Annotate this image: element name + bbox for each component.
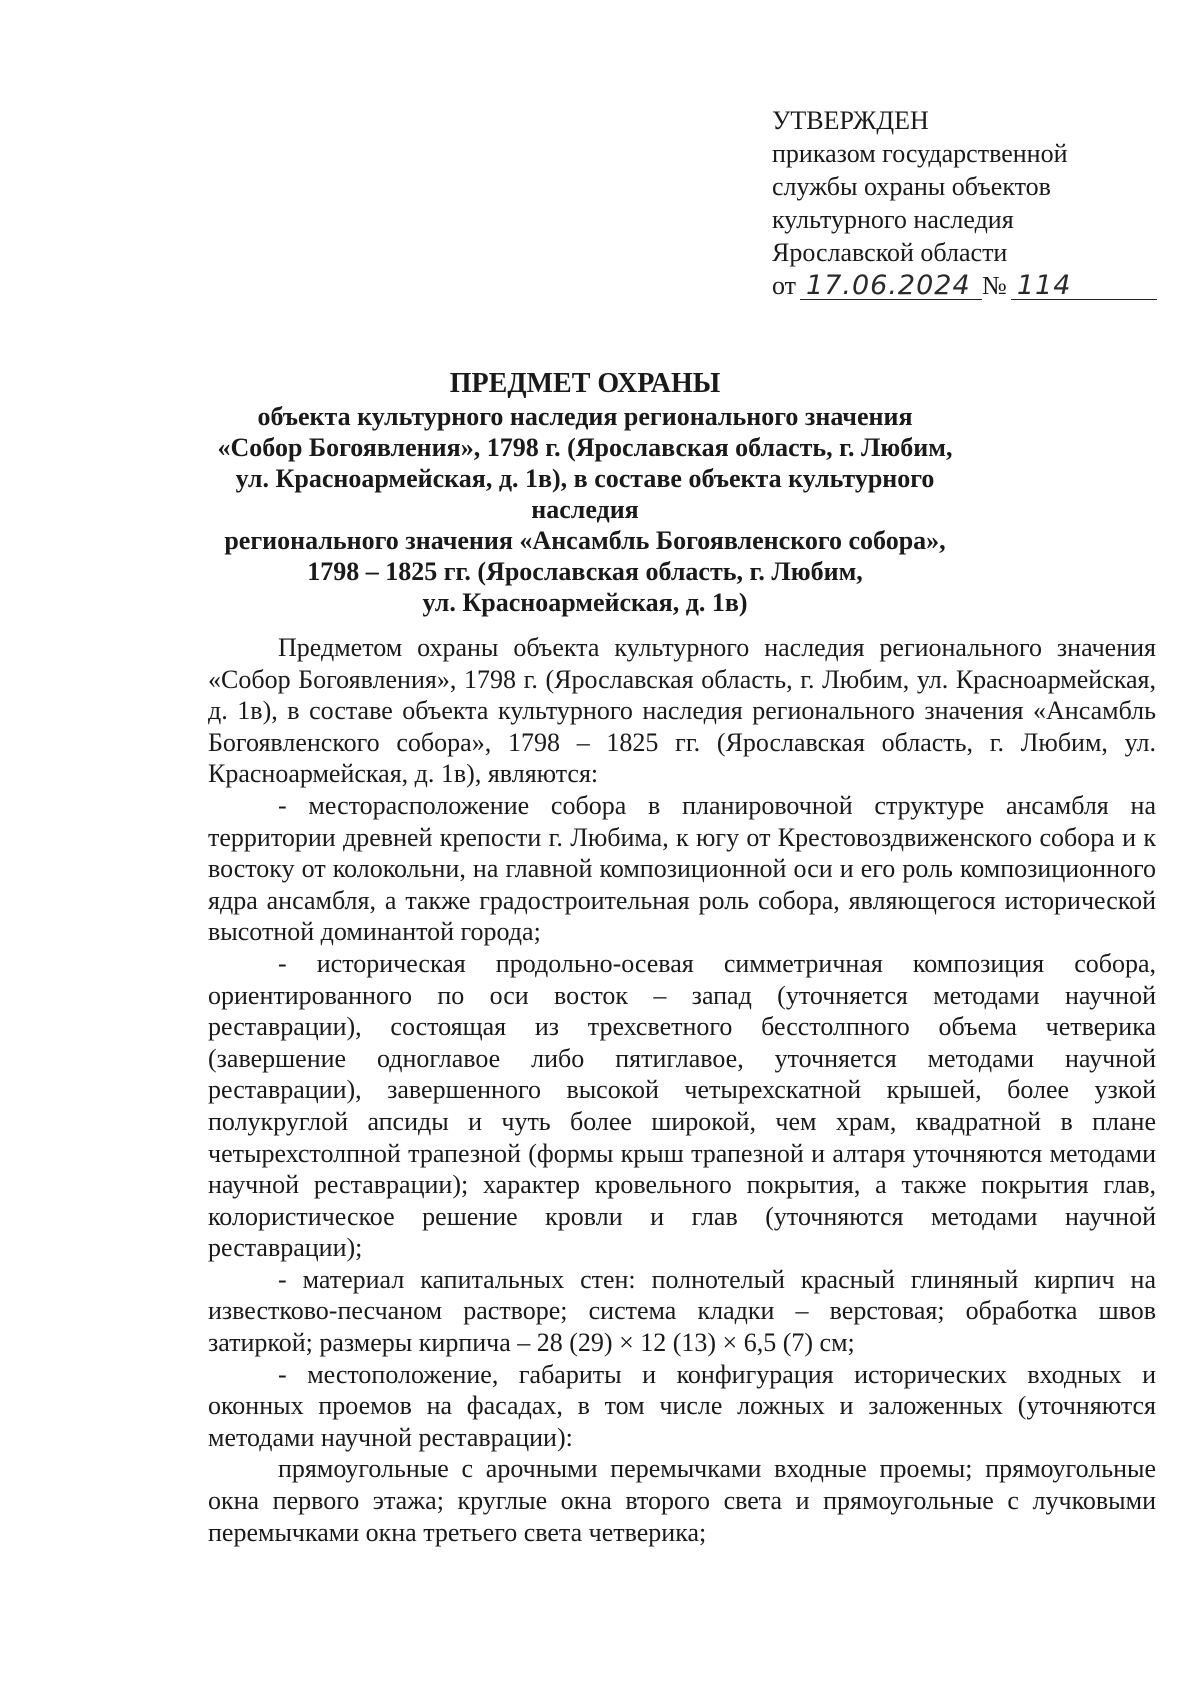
- number-prefix: №: [982, 271, 1007, 300]
- list-item: прямоугольные с арочными перемычками входные проемы; прямоугольные окна первого этажа; круглые окна второго света и прямоугольные с лучковыми перемычками окна третьего света четверика;: [208, 1454, 1156, 1547]
- date-prefix: от: [772, 271, 797, 300]
- title-subtitle-line: объекта культурного наследия регионального значения: [257, 402, 913, 431]
- title-subtitle-line: «Собор Богоявления», 1798 г. (Ярославская область, г. Любим,: [217, 433, 953, 462]
- title-subtitle-line: регионального значения «Ансамбль Богоявленского собора»,: [224, 526, 946, 555]
- approval-date-line: [772, 269, 1157, 302]
- list-item: - местоположение, габариты и конфигурация исторических входных и оконных проемов на фасадах, в том числе ложных и заложенных (уточняются методами научной реставрации):: [208, 1359, 1156, 1452]
- handwritten-number: 114: [1011, 273, 1157, 300]
- title-subtitle-line: 1798 – 1825 гг. (Ярославская область, г. Любим,: [307, 557, 863, 586]
- document-title: ПРЕДМЕТ ОХРАНЫ: [449, 368, 721, 399]
- list-item: - месторасположение собора в планировочной структуре ансамбля на территории древней крепости г. Любима, к югу от Крестовоздвиженского собора и к востоку от колокольни, на главной композиционной оси и его роль композиционного ядра ансамбля, а также градостроительная роль собора, являющегося исторической высотной доминантой города;: [208, 790, 1156, 947]
- approval-line: культурного наследия: [772, 205, 1014, 234]
- title-subtitle-line: ул. Красноармейская, д. 1в), в составе объекта культурного наследия: [235, 464, 935, 524]
- approval-line: службы охраны объектов: [772, 172, 1051, 201]
- approval-line: Ярославской области: [772, 238, 1008, 267]
- list-item: - материал капитальных стен: полнотелый красный глиняный кирпич на известково-песчаном растворе; система кладки – верстовая; обработка швов затиркой; размеры кирпича – 28 (29) × 12 (13) × 6,5 (7) см;: [208, 1264, 1156, 1358]
- handwritten-date: 17.06.2024: [800, 273, 982, 300]
- title-subtitle-line: ул. Красноармейская, д. 1в): [422, 588, 748, 617]
- approval-stamp-block: [772, 104, 1157, 302]
- document-title-block: [200, 368, 970, 618]
- approval-heading: УТВЕРЖДЕН: [772, 106, 929, 135]
- list-item: - историческая продольно-осевая симметричная композиция собора, ориентированного по оси восток – запад (уточняется методами научной реставрации), состоящая из трехсветного бесстолпного объема четверика (завершение одноглавое либо пятиглавое, уточняется методами научной реставрации), завершенного высокой четырехскатной крышей, более узкой полукруглой апсиды и чуть более широкой, чем храм, квадратной в плане четырехстолпной трапезной (формы крыш трапезной и алтаря уточняются методами научной реставрации); характер кровельного покрытия, а также покрытия глав, колористическое решение кровли и глав (уточняются методами научной реставрации);: [208, 948, 1156, 1263]
- document-body: [208, 632, 1156, 1548]
- approval-line: приказом государственной: [772, 139, 1068, 168]
- intro-paragraph: Предметом охраны объекта культурного наследия регионального значения «Собор Богоявления», 1798 г. (Ярославская область, г. Любим, ул. Красноармейская, д. 1в), в составе объекта культурного наследия регионального значения «Ансамбль Богоявленского собора», 1798 – 1825 гг. (Ярославская область, г. Любим, ул. Красноармейская, д. 1в), являются:: [208, 633, 1156, 789]
